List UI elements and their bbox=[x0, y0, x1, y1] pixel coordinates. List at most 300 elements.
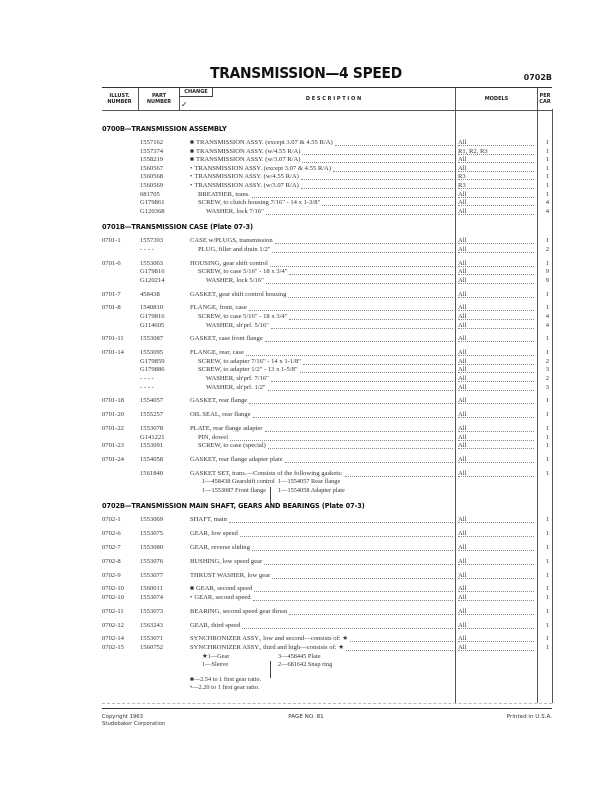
per-car-qty: 1 bbox=[545, 607, 549, 615]
divider bbox=[102, 703, 552, 704]
dot-leader bbox=[285, 456, 453, 463]
col-models: MODELS bbox=[484, 96, 509, 102]
part-number: 1553080 bbox=[140, 544, 164, 552]
col-part-label-1: PART bbox=[151, 93, 167, 99]
dot-leader bbox=[271, 375, 453, 382]
per-car-qty: 1 bbox=[545, 259, 549, 267]
right-column-rule bbox=[552, 109, 553, 703]
models bbox=[458, 384, 534, 391]
part-number: 1553069 bbox=[140, 516, 164, 524]
models bbox=[458, 173, 534, 180]
models bbox=[458, 366, 534, 373]
dot-leader bbox=[458, 375, 534, 382]
description-text: TRANSMISSION ASSY. (w/4.55 R/A) bbox=[195, 147, 301, 155]
part-number: G120214 bbox=[140, 276, 165, 284]
footer-rule bbox=[102, 708, 552, 709]
models-text: All bbox=[458, 621, 467, 629]
description-text: FLANGE, front, case bbox=[190, 304, 247, 312]
table-row bbox=[102, 530, 552, 539]
models-text: All bbox=[458, 156, 467, 164]
dot-leader bbox=[302, 148, 453, 155]
dot-leader bbox=[458, 322, 534, 329]
models bbox=[458, 268, 534, 275]
description bbox=[190, 375, 453, 384]
models bbox=[458, 199, 534, 206]
per-car-qty: 1 bbox=[545, 424, 549, 432]
models-text: All bbox=[458, 544, 467, 552]
per-car-qty: 1 bbox=[545, 237, 549, 245]
per-car-qty: 1 bbox=[545, 147, 549, 155]
dot-leader bbox=[265, 335, 453, 342]
square-marker-icon: ■ bbox=[190, 585, 194, 593]
description-text: GASKET, gear shift control housing bbox=[190, 290, 287, 298]
table-row bbox=[102, 277, 552, 286]
table-row bbox=[102, 208, 552, 217]
square-marker-icon: ■ bbox=[190, 147, 194, 155]
dot-leader bbox=[275, 237, 453, 244]
description bbox=[190, 544, 453, 553]
part-group bbox=[102, 608, 552, 617]
dot-leader bbox=[458, 199, 534, 206]
per-car-qty: 1 bbox=[545, 190, 549, 198]
models-text: All bbox=[458, 349, 467, 357]
part-number: 1555257 bbox=[140, 411, 164, 419]
illust-number: 0702-1 bbox=[102, 516, 121, 524]
description bbox=[190, 622, 453, 631]
models bbox=[458, 358, 534, 365]
description bbox=[190, 366, 453, 375]
dot-leader bbox=[252, 191, 453, 198]
table-row bbox=[102, 516, 552, 525]
table-row bbox=[102, 470, 552, 479]
part-number: 1553075 bbox=[140, 530, 164, 538]
description-text: PLUG, filler and drain 1/2" bbox=[198, 245, 271, 253]
illust-number: 0701-8 bbox=[102, 304, 121, 312]
description bbox=[190, 322, 453, 331]
table-row bbox=[102, 366, 552, 375]
dot-leader bbox=[458, 622, 534, 629]
dot-leader bbox=[458, 165, 534, 172]
models bbox=[458, 322, 534, 329]
dot-leader bbox=[458, 442, 534, 449]
description-text: WASHER, lock 5/16" bbox=[206, 276, 264, 284]
models-text: All bbox=[458, 304, 467, 312]
dot-leader bbox=[253, 594, 453, 601]
col-description: D E S C R I P T I O N bbox=[305, 96, 362, 102]
models-text: All bbox=[458, 290, 467, 298]
table-row bbox=[102, 411, 552, 420]
per-car-qty: 4 bbox=[545, 199, 549, 207]
part-number: 1560568 bbox=[140, 173, 164, 181]
illust-number: 0702-14 bbox=[102, 635, 124, 643]
models-text: All bbox=[458, 442, 467, 450]
part-number: 1563243 bbox=[140, 621, 164, 629]
divider bbox=[270, 487, 271, 504]
illust-number: 0702-10 bbox=[102, 593, 124, 601]
printed-in: Printed in U.S.A. bbox=[506, 714, 552, 720]
description-text: FLANGE, rear, case bbox=[190, 349, 244, 357]
part-number: 1553073 bbox=[140, 607, 164, 615]
models-text: All bbox=[458, 593, 467, 601]
dot-leader bbox=[271, 322, 453, 329]
part-group bbox=[102, 544, 552, 553]
description-text: GEAR, second speed bbox=[194, 593, 251, 601]
part-number: G120368 bbox=[140, 207, 165, 215]
dot-leader bbox=[345, 470, 453, 477]
models-text: All bbox=[458, 375, 467, 382]
part-number: 1560752 bbox=[140, 643, 164, 651]
part-number: 1553077 bbox=[140, 571, 164, 579]
dot-leader bbox=[270, 260, 453, 267]
per-car-qty: 1 bbox=[545, 455, 549, 463]
models bbox=[458, 456, 534, 463]
table-row bbox=[102, 397, 552, 406]
per-car-qty: 1 bbox=[545, 433, 549, 441]
part-number: 1553091 bbox=[140, 442, 164, 450]
contents-item: 2—681642 Snap ring bbox=[278, 661, 333, 669]
col-illust-number bbox=[102, 88, 137, 110]
description-text: PIN, dowel bbox=[198, 433, 229, 441]
dot-leader bbox=[289, 608, 453, 615]
per-car-qty: 1 bbox=[545, 585, 549, 593]
models bbox=[458, 644, 534, 651]
per-car-qty: 4 bbox=[545, 321, 549, 329]
description bbox=[190, 384, 453, 393]
dot-leader bbox=[268, 442, 453, 449]
dot-leader bbox=[458, 470, 534, 477]
models bbox=[458, 260, 534, 267]
description-text: TRANSMISSION ASSY. (w/3.07 R/A) bbox=[194, 181, 299, 189]
models-text: R3 bbox=[458, 173, 466, 181]
models bbox=[458, 635, 534, 642]
part-group bbox=[102, 622, 552, 631]
dot-leader bbox=[458, 425, 534, 432]
per-car-qty: 4 bbox=[545, 207, 549, 215]
dot-leader bbox=[458, 384, 534, 391]
dot-leader bbox=[458, 246, 534, 253]
part-number: 1557374 bbox=[140, 147, 164, 155]
description bbox=[190, 594, 453, 603]
per-car-qty: 4 bbox=[545, 313, 549, 321]
models bbox=[458, 291, 534, 298]
part-number: 1560569 bbox=[140, 181, 164, 189]
description-text: SYNCHRONIZER ASSY., third and high—consists of: ★ bbox=[190, 643, 345, 651]
description bbox=[190, 585, 453, 594]
description-text: OIL SEAL, rear flange bbox=[190, 411, 251, 419]
models bbox=[458, 182, 534, 189]
dot-leader bbox=[303, 358, 453, 365]
description-text: SCREW, to adapter 7/16" - 14 x 1-1/8" bbox=[198, 357, 301, 365]
part-number: 1554057 bbox=[140, 397, 164, 405]
models bbox=[458, 191, 534, 198]
part-group bbox=[102, 558, 552, 567]
description-text: GEAR, second speed bbox=[195, 585, 253, 593]
description bbox=[190, 268, 453, 277]
per-car-qty: 1 bbox=[545, 156, 549, 164]
description bbox=[190, 516, 453, 525]
description bbox=[190, 304, 453, 313]
dot-leader bbox=[458, 277, 534, 284]
description bbox=[190, 456, 453, 465]
column-header bbox=[102, 87, 552, 111]
dot-leader bbox=[302, 156, 453, 163]
dot-marker-icon: • bbox=[190, 173, 193, 181]
dot-marker-icon: • bbox=[190, 593, 193, 601]
models bbox=[458, 425, 534, 432]
per-car-qty: 1 bbox=[545, 173, 549, 181]
models-text: All bbox=[458, 207, 467, 215]
description-text: CASE w/PLUGS, transmission bbox=[190, 237, 273, 245]
part-group bbox=[102, 516, 552, 525]
description bbox=[190, 199, 453, 208]
dot-leader bbox=[252, 544, 453, 551]
part-group bbox=[102, 304, 552, 330]
description-text: WASHER, sh'prf. 7/16" bbox=[206, 375, 269, 382]
models-text: All bbox=[458, 190, 467, 198]
illust-number: 0701-20 bbox=[102, 411, 124, 419]
models-text: All bbox=[458, 585, 467, 593]
contents-item: 1—1553087 Front flange bbox=[202, 486, 267, 494]
description-text: TRANSMISSION ASSY. (w/4.55 R/A) bbox=[194, 173, 299, 181]
description-text: SHAFT, main bbox=[190, 516, 227, 524]
description bbox=[190, 139, 453, 148]
col-illust-label-2: NUMBER bbox=[107, 99, 132, 105]
copyright-line-2: Studebaker Corporation bbox=[102, 721, 166, 727]
table-row bbox=[102, 304, 552, 313]
table-row bbox=[102, 608, 552, 617]
description bbox=[190, 644, 453, 653]
table-row bbox=[102, 442, 552, 451]
part-number: 681705 bbox=[140, 190, 160, 198]
part-group bbox=[102, 530, 552, 539]
col-illust-label-1: ILLUST. bbox=[109, 93, 130, 99]
footnotes bbox=[102, 676, 552, 693]
models bbox=[458, 277, 534, 284]
per-car-qty: 3 bbox=[545, 366, 549, 374]
table-row bbox=[102, 199, 552, 208]
part-number: G179816 bbox=[140, 268, 165, 276]
dot-leader bbox=[458, 335, 534, 342]
description-text: SCREW, to clutch housing 7/16" - 14 x 1-3/8" bbox=[198, 199, 321, 207]
dot-leader bbox=[266, 277, 453, 284]
per-car-qty: 1 bbox=[545, 643, 549, 651]
description bbox=[190, 442, 453, 451]
part-number: 1560011 bbox=[140, 585, 163, 593]
models bbox=[458, 165, 534, 172]
table-row bbox=[102, 434, 552, 443]
per-car-qty: 1 bbox=[545, 469, 549, 477]
description-text: GEAR, reverse sliding bbox=[190, 544, 250, 552]
description-text: SCREW, to case 5/16" - 18 x 3/4" bbox=[198, 268, 288, 276]
col-per-car bbox=[538, 88, 552, 110]
contents-item: ★1—Gear bbox=[202, 652, 230, 660]
table-row bbox=[102, 456, 552, 465]
page-title: TRANSMISSION—4 SPEED bbox=[210, 64, 402, 82]
dot-leader bbox=[230, 434, 453, 441]
part-number: G179859 bbox=[140, 357, 165, 365]
dot-leader bbox=[458, 585, 534, 592]
description-text: PLATE, rear flange adapter bbox=[190, 424, 263, 432]
table-row bbox=[102, 572, 552, 581]
description bbox=[190, 277, 453, 286]
per-car-qty: 1 bbox=[545, 593, 549, 601]
description-text: TRANSMISSION ASSY. (except 3.07 & 4.55 R/A) bbox=[194, 164, 332, 172]
models-text: All bbox=[458, 397, 467, 405]
part-number: - - - - bbox=[140, 375, 154, 382]
col-part-label-2: NUMBER bbox=[146, 99, 172, 105]
table-row bbox=[102, 585, 552, 594]
models-text: All bbox=[458, 383, 467, 391]
dot-leader bbox=[346, 644, 453, 651]
models-text: All bbox=[458, 268, 467, 276]
models-text: All bbox=[458, 433, 467, 441]
table-row bbox=[102, 260, 552, 269]
description bbox=[190, 173, 453, 182]
part-number: 1557162 bbox=[140, 139, 164, 146]
table-row bbox=[102, 246, 552, 255]
models bbox=[458, 397, 534, 404]
models bbox=[458, 608, 534, 615]
dot-leader bbox=[240, 530, 453, 537]
table-row bbox=[102, 139, 552, 148]
dot-leader bbox=[458, 349, 534, 356]
models-text: All bbox=[458, 313, 467, 321]
table-row bbox=[102, 268, 552, 277]
per-car-qty: 1 bbox=[545, 530, 549, 538]
description bbox=[190, 246, 453, 255]
dot-leader bbox=[265, 425, 454, 432]
table-row bbox=[102, 313, 552, 322]
models-text: All bbox=[458, 530, 467, 538]
table-row bbox=[102, 349, 552, 358]
table-row bbox=[102, 384, 552, 393]
description bbox=[190, 335, 453, 344]
part-group bbox=[102, 585, 552, 602]
description bbox=[190, 313, 453, 322]
illust-number: 0701-7 bbox=[102, 290, 121, 298]
description bbox=[190, 237, 453, 246]
dot-leader bbox=[272, 572, 453, 579]
part-number: 1540810 bbox=[140, 304, 164, 312]
part-number: 1557393 bbox=[140, 237, 164, 245]
description bbox=[190, 425, 453, 434]
dot-leader bbox=[458, 594, 534, 601]
description-text: BUSHING, low speed gear bbox=[190, 557, 263, 565]
models bbox=[458, 434, 534, 441]
models-text: All bbox=[458, 469, 467, 477]
dot-leader bbox=[249, 397, 453, 404]
table-row bbox=[102, 173, 552, 182]
per-car-qty: 1 bbox=[545, 181, 549, 189]
models bbox=[458, 349, 534, 356]
contents-item: 1—1554058 Adapter plate bbox=[278, 486, 345, 494]
part-number: 1553063 bbox=[140, 259, 164, 267]
description bbox=[190, 349, 453, 358]
part-number: 1553095 bbox=[140, 349, 164, 357]
dot-leader bbox=[458, 558, 534, 565]
per-car-qty: 1 bbox=[545, 335, 549, 343]
description-text: BREATHER, trans. bbox=[198, 190, 250, 198]
models-text: All bbox=[458, 245, 467, 253]
contents-item: 1—458438 Gearshift control bbox=[202, 478, 275, 486]
col-part-number bbox=[139, 88, 179, 110]
illust-number: 0701-11 bbox=[102, 335, 124, 343]
dot-leader bbox=[458, 397, 534, 404]
part-group bbox=[102, 456, 552, 465]
illust-number: 0701-22 bbox=[102, 424, 124, 432]
part-number: 458438 bbox=[140, 290, 160, 298]
part-group bbox=[102, 635, 552, 669]
section-title: 0700B—TRANSMISSION ASSEMBLY bbox=[102, 125, 227, 133]
dot-leader bbox=[458, 572, 534, 579]
description bbox=[190, 397, 453, 406]
models-text: All bbox=[458, 259, 467, 267]
contents-row bbox=[102, 487, 552, 496]
contents-item: 1—1554057 Rear flange bbox=[278, 478, 341, 486]
description bbox=[190, 635, 453, 644]
description bbox=[190, 208, 453, 217]
contents-row bbox=[102, 478, 552, 487]
table-row bbox=[102, 156, 552, 165]
section-title: 0701B—TRANSMISSION CASE (Plate 07-3) bbox=[102, 223, 253, 232]
description-text: HOUSING, gear shift control bbox=[190, 259, 269, 267]
square-marker-icon: ■ bbox=[190, 156, 194, 164]
models-text: R3 bbox=[458, 181, 466, 189]
dot-leader bbox=[249, 304, 453, 311]
dot-leader bbox=[458, 366, 534, 373]
part-number: 1561840 bbox=[140, 469, 164, 477]
models-text: All bbox=[458, 276, 467, 284]
part-number: G179816 bbox=[140, 313, 165, 321]
part-number: 1553087 bbox=[140, 335, 164, 343]
dot-leader bbox=[458, 313, 534, 320]
part-number: - - - - bbox=[140, 245, 154, 253]
dot-leader bbox=[335, 139, 453, 146]
models bbox=[458, 442, 534, 449]
part-group bbox=[102, 349, 552, 392]
models bbox=[458, 208, 534, 215]
description-text: SCREW, to adapter 1/2" - 13 x 1-5/8" bbox=[198, 366, 298, 374]
description bbox=[190, 191, 453, 200]
part-number: 1558219 bbox=[140, 156, 164, 164]
illust-number: 0701-14 bbox=[102, 349, 124, 357]
dot-leader bbox=[458, 268, 534, 275]
per-car-qty: 1 bbox=[545, 544, 549, 552]
description bbox=[190, 530, 453, 539]
part-group bbox=[102, 291, 552, 300]
dot-leader bbox=[458, 544, 534, 551]
models-text: All bbox=[458, 335, 467, 343]
dot-leader bbox=[458, 456, 534, 463]
contents-item: 3—458445 Plate bbox=[278, 652, 321, 660]
description-text: GEAR, low speed bbox=[190, 530, 238, 538]
dot-marker-icon: • bbox=[190, 181, 193, 189]
illust-number: 0702-15 bbox=[102, 643, 124, 651]
part-number: 1553078 bbox=[140, 424, 164, 432]
per-car-qty: 1 bbox=[545, 139, 549, 146]
part-number: G141221 bbox=[140, 433, 165, 441]
models-text: All bbox=[458, 635, 467, 643]
per-car-qty: 1 bbox=[545, 516, 549, 524]
part-group bbox=[102, 335, 552, 344]
dot-leader bbox=[289, 313, 453, 320]
models bbox=[458, 585, 534, 592]
description-text: SCREW, to case 5/16" - 18 x 3/4" bbox=[198, 313, 288, 321]
models bbox=[458, 622, 534, 629]
per-car-qty: 1 bbox=[545, 411, 549, 419]
per-car-qty: 2 bbox=[545, 245, 549, 253]
col-per-label-2: CAR bbox=[539, 99, 551, 105]
